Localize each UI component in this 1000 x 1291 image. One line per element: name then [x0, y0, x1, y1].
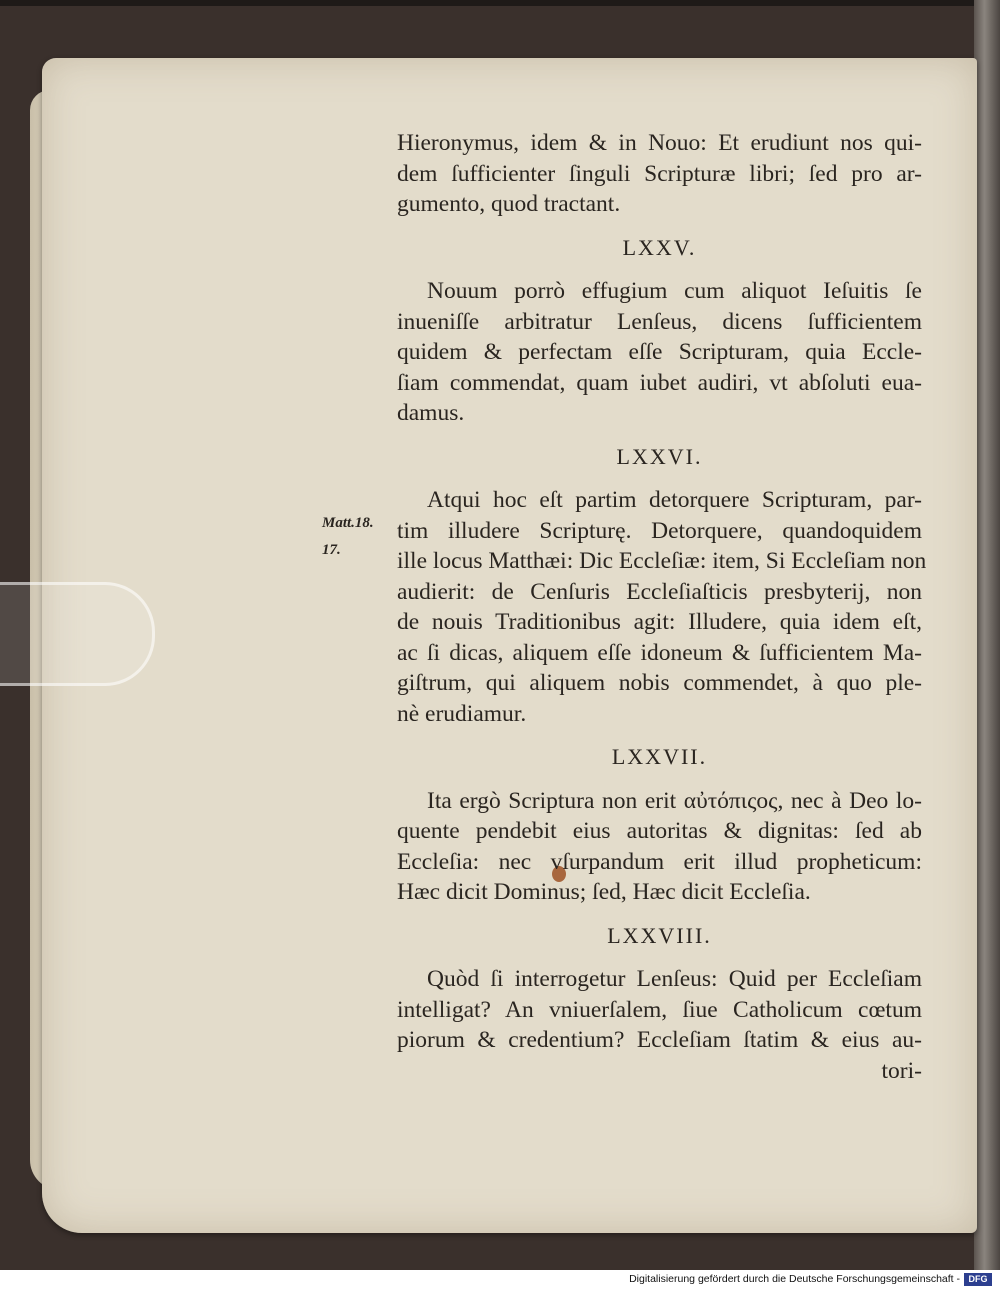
text-line: Hieronymus, idem & in Nouo: Et erudiunt nos qui- — [397, 130, 922, 156]
text-line: quente pendebit eius autoritas & dignitas: ſed ab — [397, 818, 922, 844]
footer-credit: Digitalisierung gefördert durch die Deutsche Forschungsgemeinschaft - — [629, 1273, 960, 1285]
section-heading-lxxvi: LXXVI. — [616, 443, 703, 469]
text-line: nè erudiamur. — [397, 700, 527, 727]
dfg-logo-icon[interactable]: DFG — [964, 1273, 992, 1286]
text-line: de nouis Traditionibus agit: Illudere, quia idem eſt, — [397, 609, 922, 635]
text-line: ac ſi dicas, aliquem eſſe idoneum & ſufficientem Ma- — [397, 639, 922, 666]
text-line: Nouum porrò effugium cum aliquot Ieſuitis ſe — [427, 278, 922, 304]
text-line: piorum & credentium? Eccleſiam ſtatim & eius au- — [397, 1027, 922, 1053]
margin-note-line: 17. — [322, 542, 341, 558]
scan-top-edge — [0, 0, 1000, 6]
book-binding — [974, 0, 1000, 1270]
text-line: giſtrum, qui aliquem nobis commendet, à quo ple- — [397, 670, 922, 696]
paragraph-1 — [397, 128, 922, 220]
text-line: damus. — [397, 400, 465, 426]
text-line: Atqui hoc eſt partim detorquere Scripturam, par- — [427, 487, 922, 513]
paragraph-2 — [397, 276, 922, 429]
margin-note-line: Matt.18. — [322, 515, 374, 531]
text-line: ſiam commendat, quam iubet audiri, vt abſoluti eua- — [397, 369, 922, 396]
section-heading-lxxv: LXXV. — [622, 234, 697, 260]
section-heading-lxxviii: LXXVIII. — [607, 922, 712, 948]
section-heading-lxxvii: LXXVII. — [611, 744, 708, 769]
text-line: tori- — [881, 1057, 922, 1084]
text-line: inueniſſe arbitratur Lenſeus, dicens ſufficientem — [397, 308, 922, 335]
text-line: Hæc dicit Dominus; ſed, Hæc dicit Eccleſia. — [397, 879, 811, 905]
text-line: ille locus Matthæi: Dic Eccleſiæ: item, Si Eccleſiam non — [397, 548, 927, 574]
paragraph-3 — [397, 485, 927, 729]
text-line: audierit: de Cenſuris Eccleſiaſticis presbyterij, non — [397, 578, 922, 605]
text-line: Quòd ſi interrogetur Lenſeus: Quid per Eccleſiam — [427, 966, 922, 992]
paragraph-5 — [397, 964, 922, 1086]
text-line: Ita ergò Scriptura non erit αὐτόπιςος, nec à Deo lo- — [427, 787, 922, 814]
text-line: dem ſufficienter ſinguli Scripturæ libri; ſed pro ar- — [397, 160, 922, 187]
text-line: gumento, quod tractant. — [397, 191, 621, 217]
margin-note — [322, 510, 396, 564]
text-line: quidem & perfectam eſſe Scripturam, quia Eccle- — [397, 339, 922, 365]
page-clip-holder — [0, 582, 155, 686]
paragraph-4 — [397, 786, 922, 908]
text-line: tim illudere Scripturę. Detorquere, quandoquidem — [397, 517, 922, 544]
page-text — [397, 128, 927, 1086]
text-line: intelligat? An vniuerſalem, ſiue Catholicum cœtum — [397, 996, 922, 1023]
text-line: Eccleſia: nec vſurpandum erit illud propheticum: — [397, 848, 922, 875]
